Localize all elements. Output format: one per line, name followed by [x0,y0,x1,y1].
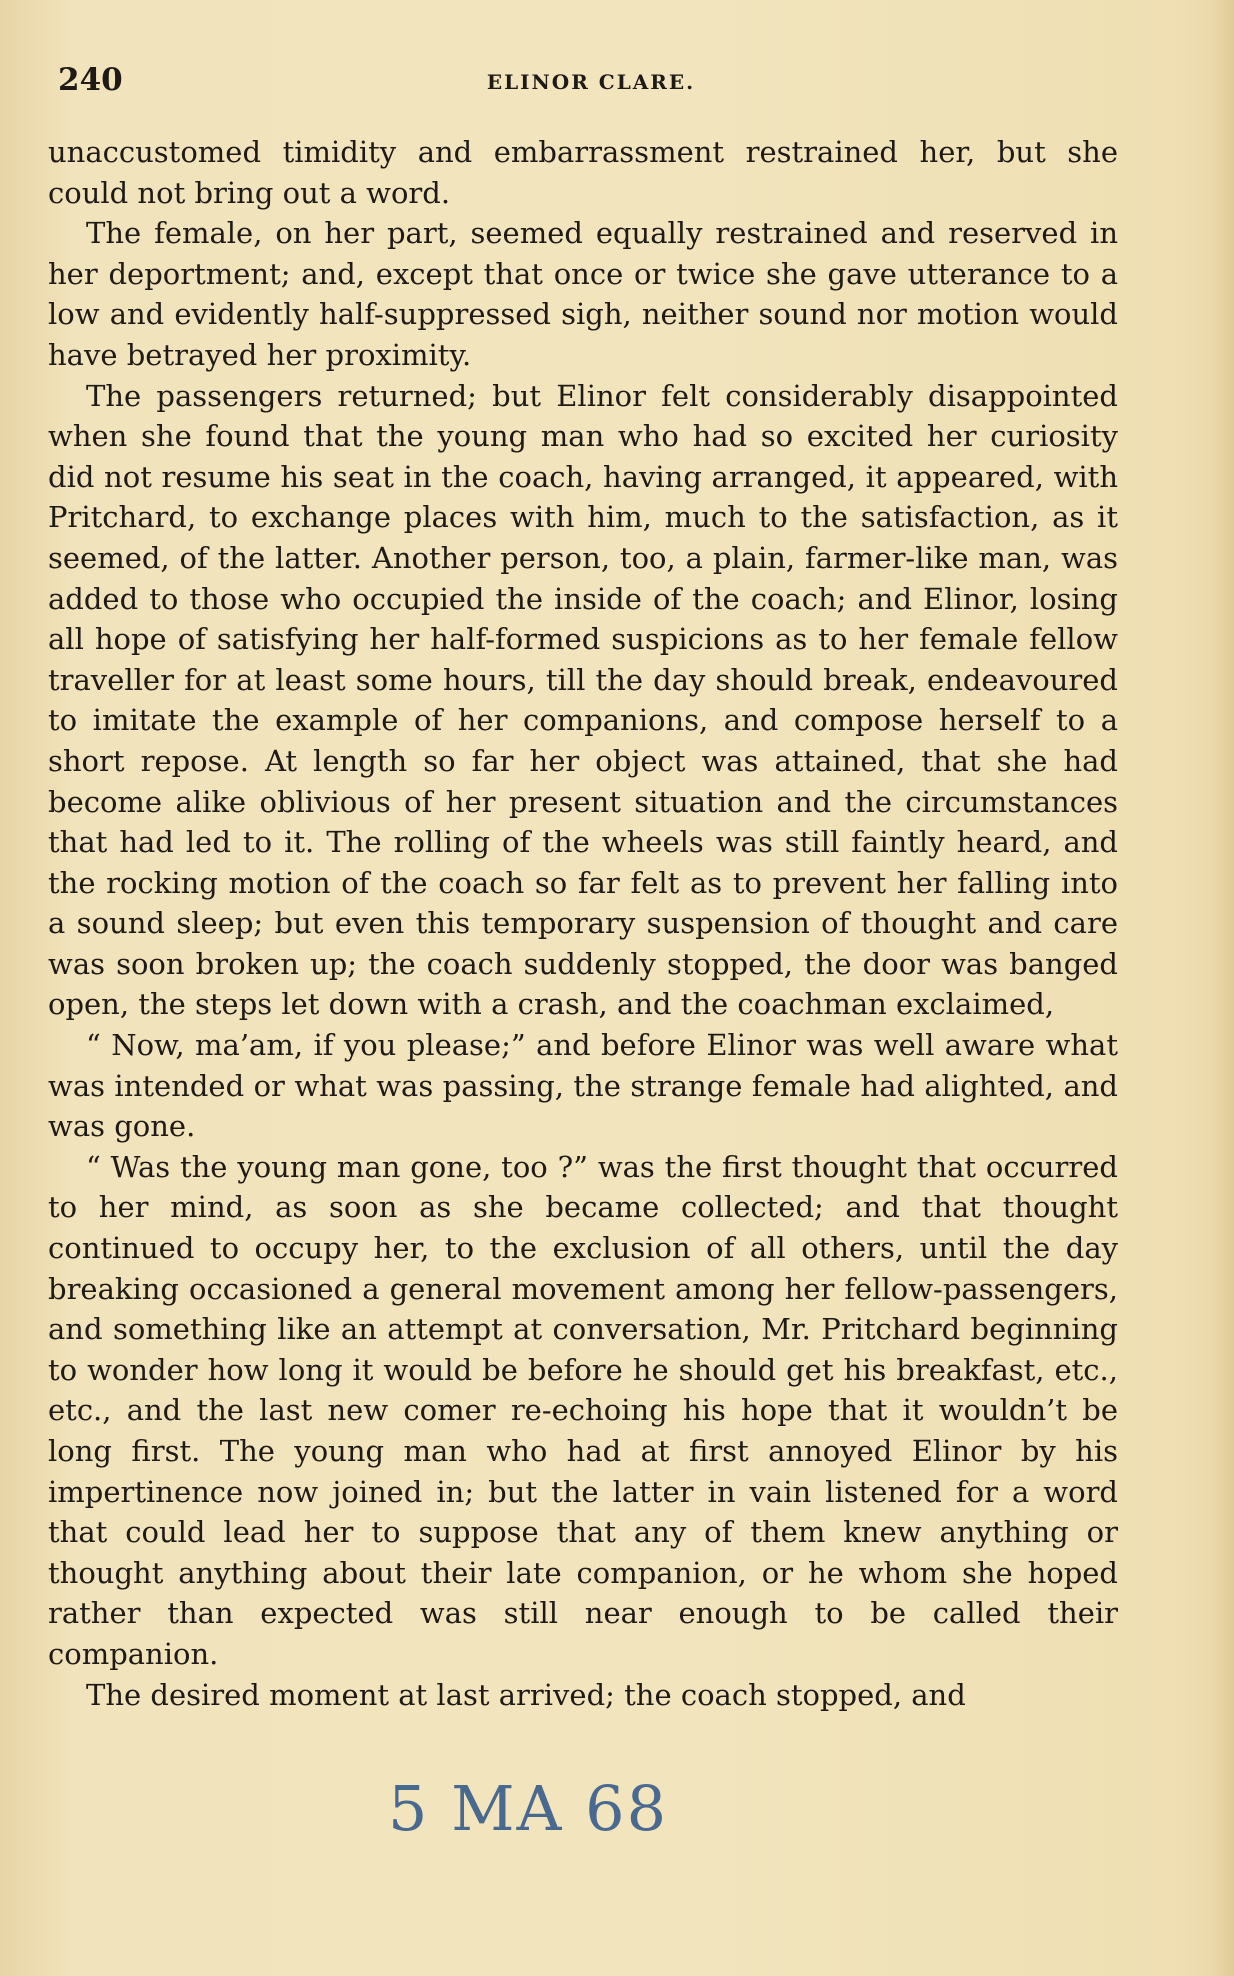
page-header [58,62,1124,106]
paragraph-2: The female, on her part, seemed equally restrained and reserved in her deportment; and, except that once or twice she gave utterance to a low and evidently half-suppressed sigh, neither sound nor motion would have betrayed her proximity. [48,216,1118,372]
page-number: 240 [58,62,123,98]
paragraph-4: “ Now, ma’am, if you please;” and before Elinor was well aware what was intended or what was passing, the strange female had alighted, and was gone. [48,1028,1118,1144]
page-edge-shadow [1212,0,1234,1976]
paragraph-6: The desired moment at last arrived; the coach stopped, and [86,1677,966,1712]
page-body [48,132,1118,1715]
library-date-stamp: 5 MA 68 [388,1772,669,1845]
paragraph-3: The passengers returned; but Elinor felt considerably disappointed when she found that the young man who had so excited her curiosity did not resume his seat in the coach, having arranged, it appeared, with Pritchard, to exchange places with him, much to the satisfaction, as it seemed, of the latter. Another person, too, a plain, farmer-like man, was added to those who occupied the inside of the coach; and Elinor, losing all hope of satisfying her half-formed suspicions as to her female fellow traveller for at least some hours, till the day should break, endeavoured to imitate the example of her companions, and compose herself to a short repose. At length so far her object was attained, that she had become alike oblivious of her present situation and the circumstances that had led to it. The rolling of the wheels was still faintly heard, and the rocking motion of the coach so far felt as to prevent her falling into a sound sleep; but even this temporary suspension of thought and care was soon broken up; the coach suddenly stopped, the door was banged open, the steps let down with a crash, and the coachman exclaimed, [48,378,1118,1022]
paragraph-1: unaccustomed timidity and embarrassment restrained her, but she could not bring out a word. [48,135,1118,210]
running-title: ELINOR CLARE. [486,70,696,94]
paragraph-5: “ Was the young man gone, too ?” was the first thought that occurred to her mind, as soon as she became collected; and that thought continued to occupy her, to the exclusion of all others, until the day breaking occasioned a general movement among her fellow-passengers, and something like an attempt at conversation, Mr. Pritchard beginning to wonder how long it would be before he should get his breakfast, etc., etc., and the last new comer re-echoing his hope that it wouldn’t be long first. The young man who had at first annoyed Elinor by his impertinence now joined in; but the latter in vain listened for a word that could lead her to suppose that any of them knew anything or thought anything about their late companion, or he whom she hoped rather than expected was still near enough to be called their companion. [48,1149,1118,1671]
